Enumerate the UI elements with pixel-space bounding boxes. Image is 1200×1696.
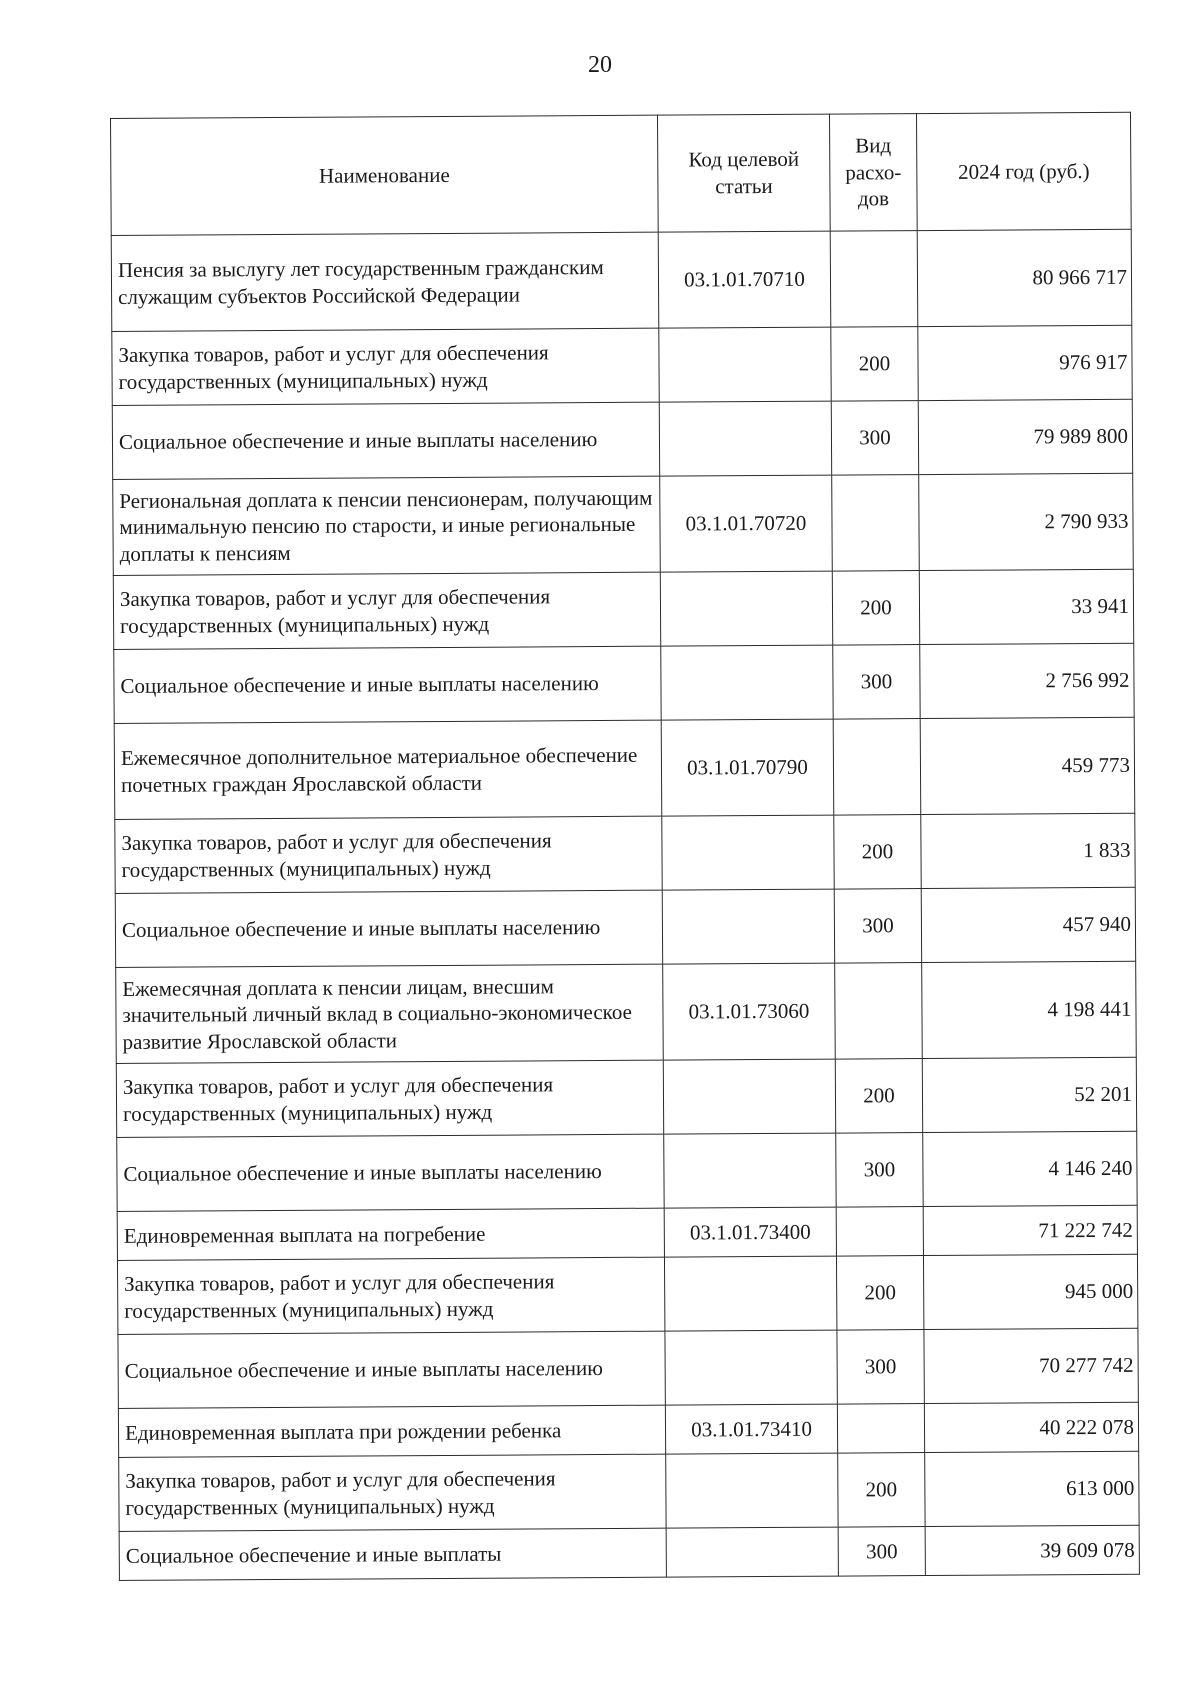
header-amount: 2024 год (руб.) [916, 112, 1131, 230]
row-name: Социальное обеспечение и иные выплаты населению [112, 402, 659, 479]
row-amount: 80 966 717 [917, 229, 1132, 326]
row-name: Закупка товаров, работ и услуг для обеспечения государственных (муниципальных) нужд [116, 1060, 663, 1137]
table-row [116, 1057, 1136, 1137]
row-code [664, 1256, 836, 1331]
row-code: 03.1.01.73060 [663, 963, 836, 1060]
row-kind [837, 1404, 924, 1454]
table-row [117, 1205, 1137, 1260]
row-code [665, 1330, 837, 1405]
row-amount: 4 146 240 [923, 1131, 1137, 1206]
row-code: 03.1.01.73410 [665, 1404, 837, 1454]
row-code [660, 571, 832, 646]
table-row [116, 961, 1137, 1063]
row-name: Единовременная выплата при рождении ребенка [118, 1405, 665, 1457]
row-name: Пенсия за выслугу лет государственным гражданским служащим субъектов Российской Федерации [111, 232, 659, 331]
table-row [114, 717, 1135, 819]
row-amount: 457 940 [921, 887, 1135, 962]
row-amount: 4 198 441 [922, 961, 1137, 1058]
row-amount: 945 000 [923, 1254, 1137, 1329]
row-code [659, 327, 831, 402]
table-row [113, 569, 1133, 649]
row-code: 03.1.01.70790 [661, 719, 834, 816]
row-code [664, 1133, 836, 1208]
row-amount: 459 773 [920, 717, 1135, 814]
row-name: Закупка товаров, работ и услуг для обеспечения государственных (муниципальных) нужд [113, 572, 660, 649]
header-name: Наименование [111, 115, 659, 235]
row-kind: 200 [836, 1256, 923, 1331]
row-kind: 200 [834, 815, 921, 890]
row-name: Социальное обеспечение и иные выплаты населению [114, 646, 661, 723]
row-code: 03.1.01.70710 [658, 231, 831, 328]
table-row [113, 473, 1134, 575]
row-name: Региональная доплата к пенсии пенсионерам, получающим минимальную пенсию по старости, и иные региональные доплаты к пенсиям [113, 476, 661, 575]
row-name: Социальное обеспечение и иные выплаты населению [115, 890, 662, 967]
row-kind: 300 [831, 401, 918, 476]
row-amount: 40 222 078 [924, 1402, 1138, 1452]
header-code: Код целевой статьи [657, 114, 830, 232]
table-row [114, 643, 1134, 723]
header-kind: Вид расхо-дов [829, 114, 917, 232]
row-name: Социальное обеспечение и иные выплаты [119, 1528, 666, 1580]
row-code [663, 1059, 835, 1134]
row-code [666, 1527, 838, 1577]
table-row [115, 887, 1135, 967]
row-kind: 200 [835, 1059, 922, 1134]
row-kind [833, 719, 921, 816]
row-kind: 300 [833, 645, 920, 720]
page-number: 20 [588, 52, 612, 78]
table-row [119, 1525, 1139, 1580]
table-row [112, 399, 1132, 479]
row-amount: 79 989 800 [918, 399, 1132, 474]
row-amount: 2 790 933 [919, 473, 1134, 570]
table-row [119, 1451, 1139, 1531]
table-header-row [111, 112, 1132, 235]
row-amount: 71 222 742 [923, 1205, 1137, 1255]
table-row [111, 229, 1132, 331]
table-row [115, 813, 1135, 893]
table-row [112, 325, 1132, 405]
row-kind: 300 [834, 889, 921, 964]
row-name: Закупка товаров, работ и услуг для обеспечения государственных (муниципальных) нужд [117, 1257, 664, 1334]
row-amount: 33 941 [919, 569, 1133, 644]
table-row [118, 1328, 1138, 1408]
row-code [662, 815, 834, 890]
row-name: Закупка товаров, работ и услуг для обеспечения государственных (муниципальных) нужд [115, 816, 662, 893]
row-kind [832, 475, 920, 572]
row-code: 03.1.01.73400 [664, 1207, 836, 1257]
row-code [666, 1453, 838, 1528]
row-kind: 300 [836, 1133, 923, 1208]
row-kind [836, 1207, 923, 1257]
row-code [662, 889, 834, 964]
budget-table [110, 112, 1140, 1581]
row-name: Закупка товаров, работ и услуг для обеспечения государственных (муниципальных) нужд [112, 328, 659, 405]
row-kind [835, 963, 923, 1060]
row-code [659, 401, 831, 476]
row-kind: 200 [838, 1453, 925, 1528]
row-amount: 976 917 [918, 325, 1132, 400]
row-kind: 300 [837, 1330, 924, 1405]
row-amount: 613 000 [925, 1451, 1139, 1526]
table-row [117, 1131, 1137, 1211]
row-kind [830, 231, 918, 328]
row-amount: 1 833 [921, 813, 1135, 888]
row-code: 03.1.01.70720 [660, 475, 833, 572]
row-name: Социальное обеспечение и иные выплаты населению [118, 1331, 665, 1408]
row-name: Единовременная выплата на погребение [117, 1208, 664, 1260]
row-amount: 39 609 078 [925, 1525, 1139, 1575]
row-kind: 300 [838, 1527, 925, 1577]
row-name: Закупка товаров, работ и услуг для обеспечения государственных (муниципальных) нужд [119, 1454, 666, 1531]
table-row [118, 1402, 1138, 1457]
row-kind: 200 [832, 571, 919, 646]
row-name: Ежемесячное дополнительное материальное обеспечение почетных граждан Ярославской области [114, 720, 662, 819]
row-name: Социальное обеспечение и иные выплаты населению [117, 1134, 664, 1211]
row-amount: 52 201 [922, 1057, 1136, 1132]
table-row [117, 1254, 1137, 1334]
row-kind: 200 [831, 327, 918, 402]
row-amount: 2 756 992 [920, 643, 1134, 718]
row-name: Ежемесячная доплата к пенсии лицам, внесшим значительный личный вклад в социально-экономическое развитие Ярославской области [116, 964, 664, 1063]
row-code [661, 645, 833, 720]
row-amount: 70 277 742 [924, 1328, 1138, 1403]
